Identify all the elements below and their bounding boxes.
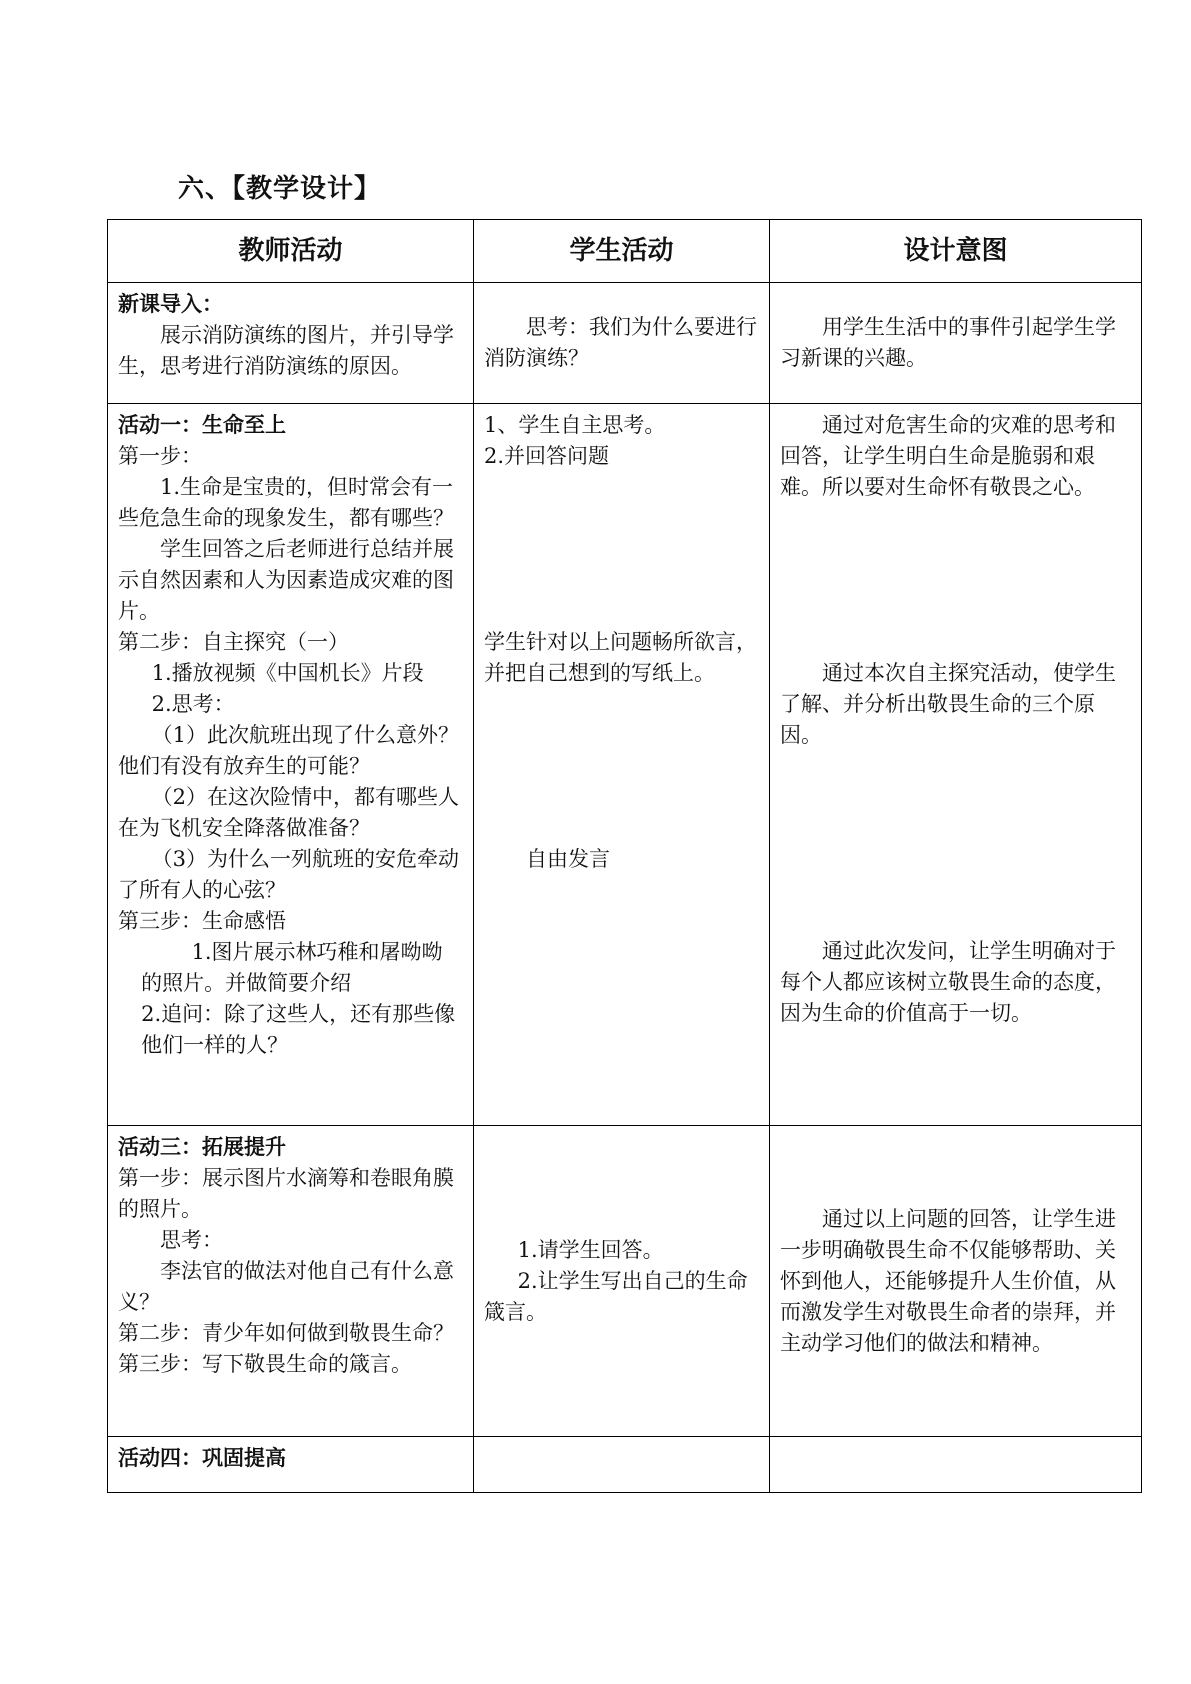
activity1-step2: 第二步：自主探究（一） (118, 630, 349, 654)
intro-student-cell (474, 283, 770, 404)
activity1-sub-q2: （2）在这次险情中，都有哪些人在为飞机安全降落做准备？ (118, 785, 459, 840)
activity3-student-2: 2.让学生写出自己的生命箴言。 (484, 1268, 748, 1324)
activity1-student-3: 学生针对以上问题畅所欲言，并把自己想到的写纸上。 (484, 630, 757, 685)
activity3-student-1: 1.请学生回答。 (517, 1237, 664, 1262)
activity1-pictures: 1.图片展示林巧稚和屠呦呦的照片。并做简要介绍 (141, 940, 443, 995)
activity1-intent-cell (770, 404, 1142, 1126)
activity1-sub-q3: （3）为什么一列航班的安危牵动了所有人的心弦？ (118, 847, 459, 902)
activity3-think: 思考： (160, 1228, 223, 1252)
activity3-step1: 第一步：展示图片水滴筹和卷眼角膜的照片。 (118, 1166, 454, 1221)
column-header-intent: 设计意图 (770, 220, 1142, 283)
activity3-intent: 通过以上问题的回答，让学生进一步明确敬畏生命不仅能够帮助、关怀到他人，还能够提升人生价值，从而激发学生对敬畏生命者的崇拜，并主动学习他们的做法和精神。 (780, 1206, 1116, 1355)
activity1-step1: 第一步： (118, 444, 202, 468)
activity1-student-1: 1、学生自主思考。 (484, 413, 666, 437)
activity1-step3: 第三步：生命感悟 (118, 909, 286, 933)
activity1-think: 2.思考： (151, 692, 235, 716)
table-row-activity3 (108, 1126, 1142, 1437)
table-header-row (108, 220, 1142, 283)
table-row-activity1 (108, 404, 1142, 1126)
activity1-video: 1.播放视频《中国机长》片段 (151, 661, 424, 685)
activity3-title: 活动三：拓展提升 (118, 1135, 286, 1159)
activity1-summary: 学生回答之后老师进行总结并展示自然因素和人为因素造成灾难的图片。 (118, 537, 454, 623)
activity3-teacher-cell (108, 1126, 474, 1437)
activity4-student-cell (474, 1437, 770, 1493)
activity3-student-cell (474, 1126, 770, 1437)
section-heading: 六、【教学设计】 (178, 174, 382, 204)
intro-student-text: 思考：我们为什么要进行消防演练？ (484, 315, 757, 370)
column-header-student: 学生活动 (474, 220, 770, 283)
activity1-title: 活动一：生命至上 (118, 413, 286, 437)
activity3-intent-cell (770, 1126, 1142, 1437)
intro-teacher-text: 展示消防演练的图片，并引导学生，思考进行消防演练的原因。 (118, 323, 454, 378)
activity1-followup: 2.追问：除了这些人，还有那些像他们一样的人？ (141, 1002, 456, 1057)
teaching-design-table (107, 219, 1142, 1493)
activity1-intent-3: 通过此次发问，让学生明确对于每个人都应该树立敬畏生命的态度，因为生命的价值高于一切。 (780, 939, 1116, 1025)
intro-intent-cell (770, 283, 1142, 404)
activity3-question: 李法官的做法对他自己有什么意义？ (118, 1259, 454, 1314)
activity1-student-2: 2.并回答问题 (484, 444, 610, 468)
intro-teacher-cell (108, 283, 474, 404)
activity4-teacher-cell (108, 1437, 474, 1493)
activity3-step2: 第二步：青少年如何做到敬畏生命？ (118, 1321, 454, 1345)
table-row-intro (108, 283, 1142, 404)
activity1-student-4: 自由发言 (526, 847, 610, 871)
activity4-title: 活动四：巩固提高 (118, 1446, 286, 1470)
intro-title: 新课导入： (118, 292, 223, 316)
table-row-activity4 (108, 1437, 1142, 1493)
activity1-intent-2: 通过本次自主探究活动，使学生了解、并分析出敬畏生命的三个原因。 (780, 661, 1116, 747)
column-header-teacher: 教师活动 (108, 220, 474, 283)
activity1-teacher-cell (108, 404, 474, 1126)
activity4-intent-cell (770, 1437, 1142, 1493)
activity3-step3: 第三步：写下敬畏生命的箴言。 (118, 1352, 412, 1376)
activity1-student-cell (474, 404, 770, 1126)
intro-intent-text: 用学生生活中的事件引起学生学习新课的兴趣。 (780, 315, 1116, 370)
activity1-intent-1: 通过对危害生命的灾难的思考和回答，让学生明白生命是脆弱和艰难。所以要对生命怀有敬畏之心。 (780, 413, 1116, 499)
activity1-sub-q1: （1）此次航班出现了什么意外？他们有没有放弃生的可能？ (118, 723, 459, 778)
activity1-question1: 1.生命是宝贵的，但时常会有一些危急生命的现象发生，都有哪些？ (118, 475, 454, 530)
